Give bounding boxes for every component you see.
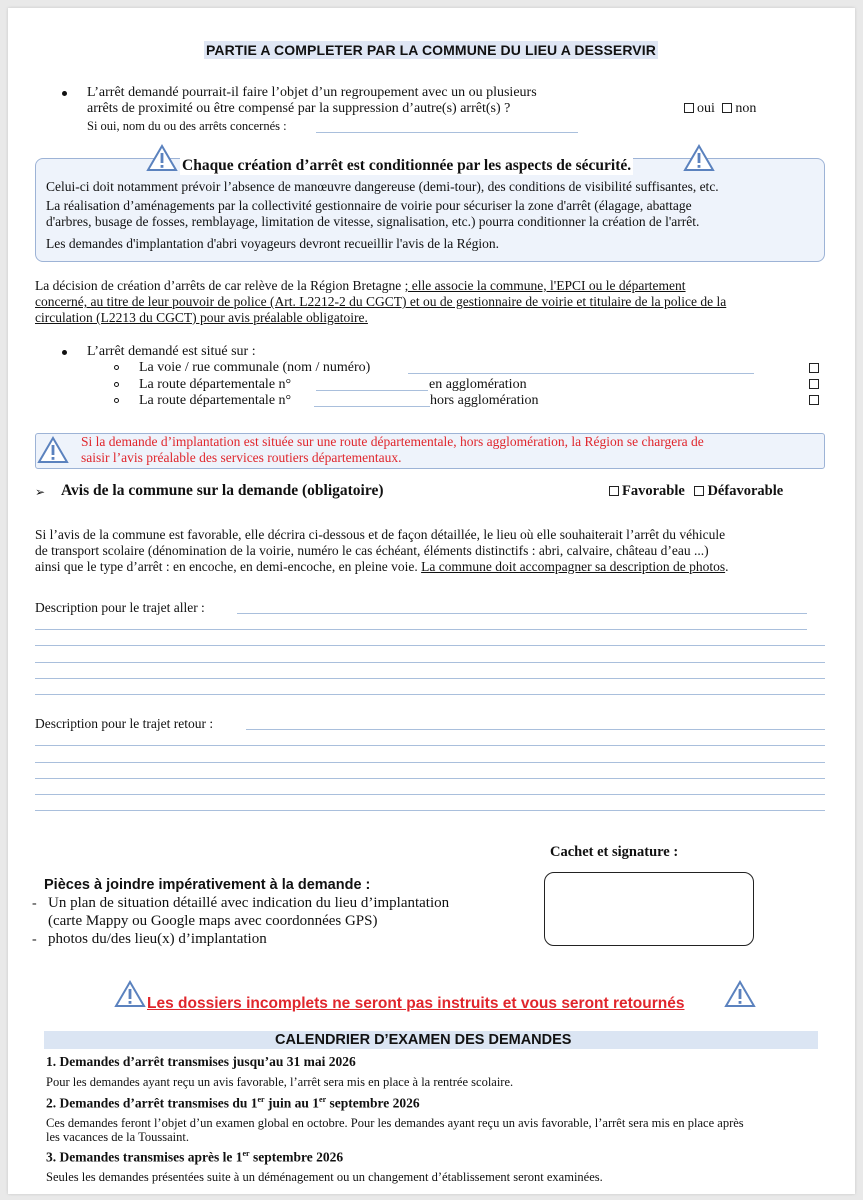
location-intro: L’arrêt demandé est situé sur : [87, 344, 256, 359]
pieces-item1-line1: Un plan de situation détaillé avec indication du lieu d’implantation [48, 895, 450, 911]
calendar-s1-title: 1. Demandes d’arrêt transmises jusqu’au 31 mai 2026 [46, 1054, 356, 1069]
decision-line1-a: La décision de création d’arrêts de car relève de la Région Bretagne [35, 278, 405, 293]
warning-icon [683, 144, 715, 172]
location-opt3-suffix: hors agglomération [430, 393, 539, 408]
calendar-s3-title [46, 1149, 343, 1166]
dash-bullet: - [32, 896, 37, 911]
safety-line3: d'arbres, busage de fosses, remblayage, limitation de vitesse, signalisation, etc.) pourra conditionner la création de l'arrêt. [46, 214, 700, 229]
bullet [62, 91, 67, 96]
decision-line1 [35, 278, 686, 294]
voie-communale-field[interactable] [408, 373, 754, 374]
avis-options [609, 483, 783, 500]
location-opt2: La route départementale n° [139, 377, 292, 392]
description-intro-line2: de transport scolaire (dénomination de la voirie, numéro le cas échéant, éléments distinctifs : abri, calvaire, château d’eau ...) [35, 543, 709, 558]
pieces-item2: photos du/des lieu(x) d’implantation [48, 931, 267, 947]
pieces-item1-line2: (carte Mappy ou Google maps avec coordonnées GPS) [48, 913, 378, 929]
calendar-s2-sup2: er [319, 1095, 327, 1104]
warning-icon [37, 436, 69, 464]
decision-line2: concerné, au titre de leur pouvoir de police (Art. L2212-2 du CGCT) et ou de gestionnaire de voirie et titulaire de la police de la [35, 294, 727, 309]
trajet-aller-line[interactable] [237, 613, 807, 614]
calendar-s3-sup: er [242, 1149, 250, 1158]
calendar-s2-text1: Ces demandes feront l’objet d’un examen global en octobre. Pour les demandes ayant reçu un avis favorable, l’arrêt sera mis en place après [46, 1116, 744, 1130]
incomplete-warning: Les dossiers incomplets ne seront pas instruits et vous seront retournés [147, 995, 685, 1012]
calendar-s2-title-a: 2. Demandes d’arrêt transmises du 1 [46, 1095, 258, 1111]
departemental-warning-line2: saisir l’avis préalable des services routiers départementaux. [81, 450, 402, 465]
calendar-s2-text2: les vacances de la Toussaint. [46, 1130, 189, 1144]
calendar-s2-title-c: septembre 2026 [326, 1095, 420, 1111]
trajet-retour-line[interactable] [35, 794, 825, 795]
location-opt3: La route départementale n° [139, 393, 292, 408]
departemental-warning-line1: Si la demande d’implantation est située sur une route départementale, hors agglomération, la Région se chargera de [81, 434, 704, 449]
oui-label: oui [697, 101, 715, 116]
calendar-s2-title [46, 1095, 420, 1112]
rd-hors-agglo-field[interactable] [314, 406, 430, 407]
trajet-aller-line[interactable] [35, 629, 807, 630]
regroupement-answer [684, 101, 756, 117]
calendar-s2-title-b: juin au 1 [264, 1095, 320, 1111]
warning-icon [724, 980, 756, 1008]
calendar-s2-sup1: er [257, 1095, 265, 1104]
favorable-label: Favorable [622, 483, 685, 499]
trajet-retour-line[interactable] [246, 729, 825, 730]
arrets-concernes-field[interactable] [316, 132, 578, 133]
non-label: non [735, 101, 757, 116]
warning-icon [114, 980, 146, 1008]
location-opt2-suffix: en agglomération [429, 377, 527, 392]
calendar-s1-text: Pour les demandes ayant reçu un avis favorable, l’arrêt sera mis en place à la rentrée scolaire. [46, 1075, 514, 1089]
oui-checkbox[interactable] [684, 103, 694, 113]
regroupement-question-line2: arrêts de proximité ou être compensé par la suppression d’autre(s) arrêt(s) ? [87, 101, 511, 116]
bullet [62, 350, 67, 355]
rd-hors-agglo-checkbox[interactable] [809, 395, 819, 405]
trajet-aller-line[interactable] [35, 662, 825, 663]
page-title: PARTIE A COMPLETER PAR LA COMMUNE DU LIEU A DESSERVIR [206, 42, 656, 58]
calendar-s3-text: Seules les demandes présentées suite à un déménagement ou un changement d’établissement seront examinées. [46, 1170, 603, 1184]
trajet-aller-line[interactable] [35, 678, 825, 679]
trajet-retour-line[interactable] [35, 778, 825, 779]
safety-line1: Celui-ci doit notamment prévoir l’absence de manœuvre dangereuse (demi-tour), des conditions de visibilité suffisantes, etc. [46, 179, 719, 194]
trajet-aller-line[interactable] [35, 645, 825, 646]
favorable-checkbox[interactable] [609, 486, 619, 496]
sub-bullet [114, 365, 119, 370]
rd-agglo-field[interactable] [316, 390, 428, 391]
trajet-aller-line[interactable] [35, 694, 825, 695]
trajet-retour-line[interactable] [35, 762, 825, 763]
description-intro-line1: Si l’avis de la commune est favorable, elle décrira ci-dessous et de façon détaillée, le lieu où elle souhaiterait l’arrêt du véhicule [35, 527, 726, 542]
calendar-s3-title-b: septembre 2026 [249, 1149, 344, 1165]
signature-label: Cachet et signature : [550, 844, 679, 860]
dash-bullet: - [32, 932, 37, 947]
description-intro-line3 [35, 559, 729, 575]
trajet-aller-label: Description pour le trajet aller : [35, 600, 205, 615]
description-intro-line3-c: . [725, 559, 729, 574]
decision-line1-b: ; elle associe la commune, l'EPCI ou le département [404, 278, 686, 293]
arrow-bullet-icon: ➢ [35, 485, 46, 499]
regroupement-question-line1: L’arrêt demandé pourrait-il faire l’objet d’un regroupement avec un ou plusieurs [87, 85, 537, 100]
sub-bullet [114, 382, 119, 387]
decision-line3: circulation (L2213 du CGCT) pour avis préalable obligatoire. [35, 310, 368, 325]
description-intro-line3-b: La commune doit accompagner sa description de photos [421, 559, 726, 574]
si-oui-label: Si oui, nom du ou des arrêts concernés : [87, 119, 287, 133]
avis-label: Avis de la commune sur la demande (obligatoire) [61, 482, 384, 499]
defavorable-label: Défavorable [707, 483, 784, 499]
pieces-title: Pièces à joindre impérativement à la demande : [44, 877, 371, 893]
sub-bullet [114, 398, 119, 403]
trajet-retour-line[interactable] [35, 745, 825, 746]
signature-box[interactable] [544, 872, 754, 946]
rd-agglo-checkbox[interactable] [809, 379, 819, 389]
description-intro-line3-a: ainsi que le type d’arrêt : en encoche, en demi-encoche, en pleine voie. [35, 559, 422, 574]
defavorable-checkbox[interactable] [694, 486, 704, 496]
trajet-retour-line[interactable] [35, 810, 825, 811]
safety-title: Chaque création d’arrêt est conditionnée par les aspects de sécurité. [182, 157, 632, 174]
form-page [8, 8, 855, 1194]
trajet-retour-label: Description pour le trajet retour : [35, 716, 214, 731]
calendar-title: CALENDRIER D’EXAMEN DES DEMANDES [275, 1032, 572, 1048]
safety-line4: Les demandes d'implantation d'abri voyageurs devront recueillir l'avis de la Région. [46, 236, 500, 251]
non-checkbox[interactable] [722, 103, 732, 113]
safety-line2: La réalisation d’aménagements par la collectivité gestionnaire de voirie pour sécuriser la zone d'arrêt (élagage, abattage [46, 198, 692, 213]
calendar-s3-title-a: 3. Demandes transmises après le 1 [46, 1149, 243, 1165]
voie-communale-checkbox[interactable] [809, 363, 819, 373]
location-opt1: La voie / rue communale (nom / numéro) [139, 360, 371, 375]
warning-icon [146, 144, 178, 172]
